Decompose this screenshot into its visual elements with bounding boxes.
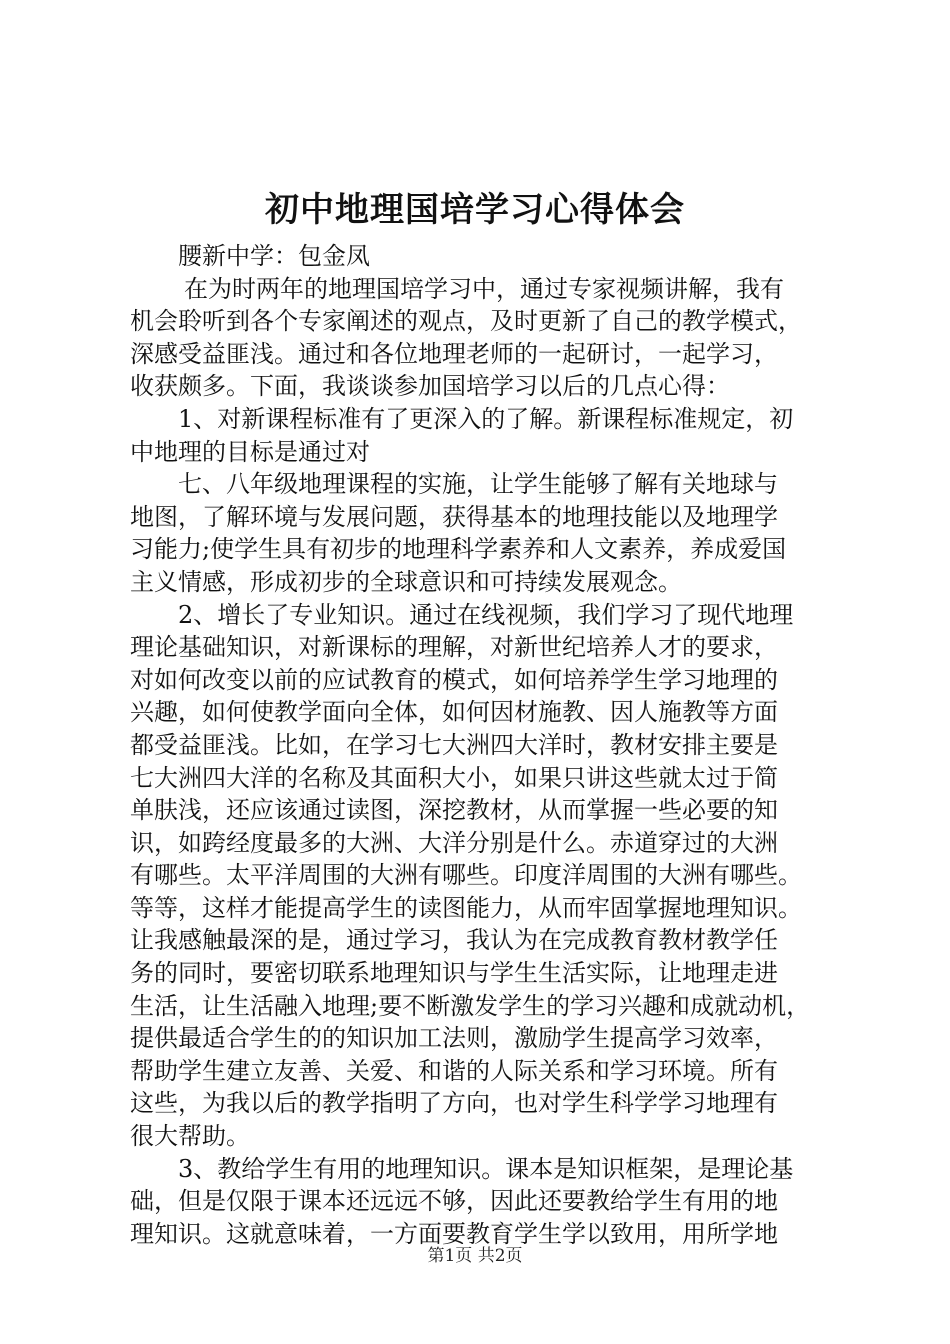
paragraph-line: 七、八年级地理课程的实施，让学生能够了解有关地球与: [178, 470, 778, 499]
paragraph-line: 中地理的目标是通过对: [130, 437, 370, 466]
paragraph-line: 理知识。这就意味着，一方面要教育学生学以致用，用所学地: [130, 1219, 778, 1248]
paragraph-line: 识，如跨经度最多的大洲、大洋分别是什么。赤道穿过的大洲: [130, 828, 778, 857]
paragraph-line: 主义情感，形成初步的全球意识和可持续发展观念。: [130, 567, 682, 596]
document-title: 初中地理国培学习心得体会: [265, 190, 685, 230]
paragraph-line: 础，但是仅限于课本还远远不够，因此还要教给学生有用的地: [130, 1187, 778, 1216]
paragraph-line: 理论基础知识，对新课标的理解，对新世纪培养人才的要求，: [130, 633, 778, 662]
paragraph-line: 让我感触最深的是，通过学习，我认为在完成教育教材教学任: [130, 926, 778, 955]
paragraph-line: 兴趣，如何使教学面向全体，如何因材施教、因人施教等方面: [130, 698, 778, 727]
document-body: [130, 240, 830, 1250]
page-footer: 第1页 共2页: [427, 1246, 523, 1266]
paragraph-line: 深感受益匪浅。通过和各位地理老师的一起研讨，一起学习，: [130, 339, 778, 368]
paragraph-line: 机会聆听到各个专家阐述的观点，及时更新了自己的教学模式，: [130, 307, 802, 336]
paragraph-line: 在为时两年的地理国培学习中，通过专家视频讲解，我有: [184, 274, 784, 303]
paragraph-line: 都受益匪浅。比如，在学习七大洲四大洋时，教材安排主要是: [130, 730, 778, 759]
paragraph-line: 七大洲四大洋的名称及其面积大小，如果只讲这些就太过于简: [130, 763, 778, 792]
paragraph-line: 地图，了解环境与发展问题，获得基本的地理技能以及地理学: [130, 502, 778, 531]
paragraph-line: 帮助学生建立友善、关爱、和谐的人际关系和学习环境。所有: [130, 1056, 778, 1085]
paragraph-line: 习能力;使学生具有初步的地理科学素养和人文素养，养成爱国: [130, 535, 787, 564]
paragraph-line: 3、教给学生有用的地理知识。课本是知识框架，是理论基: [178, 1154, 794, 1183]
paragraph-line: 收获颇多。下面，我谈谈参加国培学习以后的几点心得：: [130, 372, 730, 401]
paragraph-line: 很大帮助。: [130, 1122, 250, 1151]
paragraph-line: 这些，为我以后的教学指明了方向，也对学生科学学习地理有: [130, 1089, 778, 1118]
paragraph-line: 单肤浅，还应该通过读图，深挖教材，从而掌握一些必要的知: [130, 796, 778, 825]
paragraph-line: 提供最适合学生的的知识加工法则，激励学生提高学习效率，: [130, 1024, 778, 1053]
paragraph-line: 生活，让生活融入地理;要不断激发学生的学习兴趣和成就动机，: [130, 991, 811, 1020]
paragraph-line: 务的同时，要密切联系地理知识与学生生活实际，让地理走进: [130, 959, 778, 988]
paragraph-line: 对如何改变以前的应试教育的模式，如何培养学生学习地理的: [130, 665, 778, 694]
paragraph-line: 1、对新课程标准有了更深入的了解。新课程标准规定，初: [178, 404, 794, 433]
author-line: 腰新中学：包金凤: [178, 242, 370, 270]
paragraph-line: 有哪些。太平洋周围的大洲有哪些。印度洋周围的大洲有哪些。: [130, 861, 802, 890]
paragraph-line: 2、增长了专业知识。通过在线视频，我们学习了现代地理: [178, 600, 794, 629]
paragraph-line: 等等，这样才能提高学生的读图能力，从而牢固掌握地理知识。: [130, 893, 802, 922]
